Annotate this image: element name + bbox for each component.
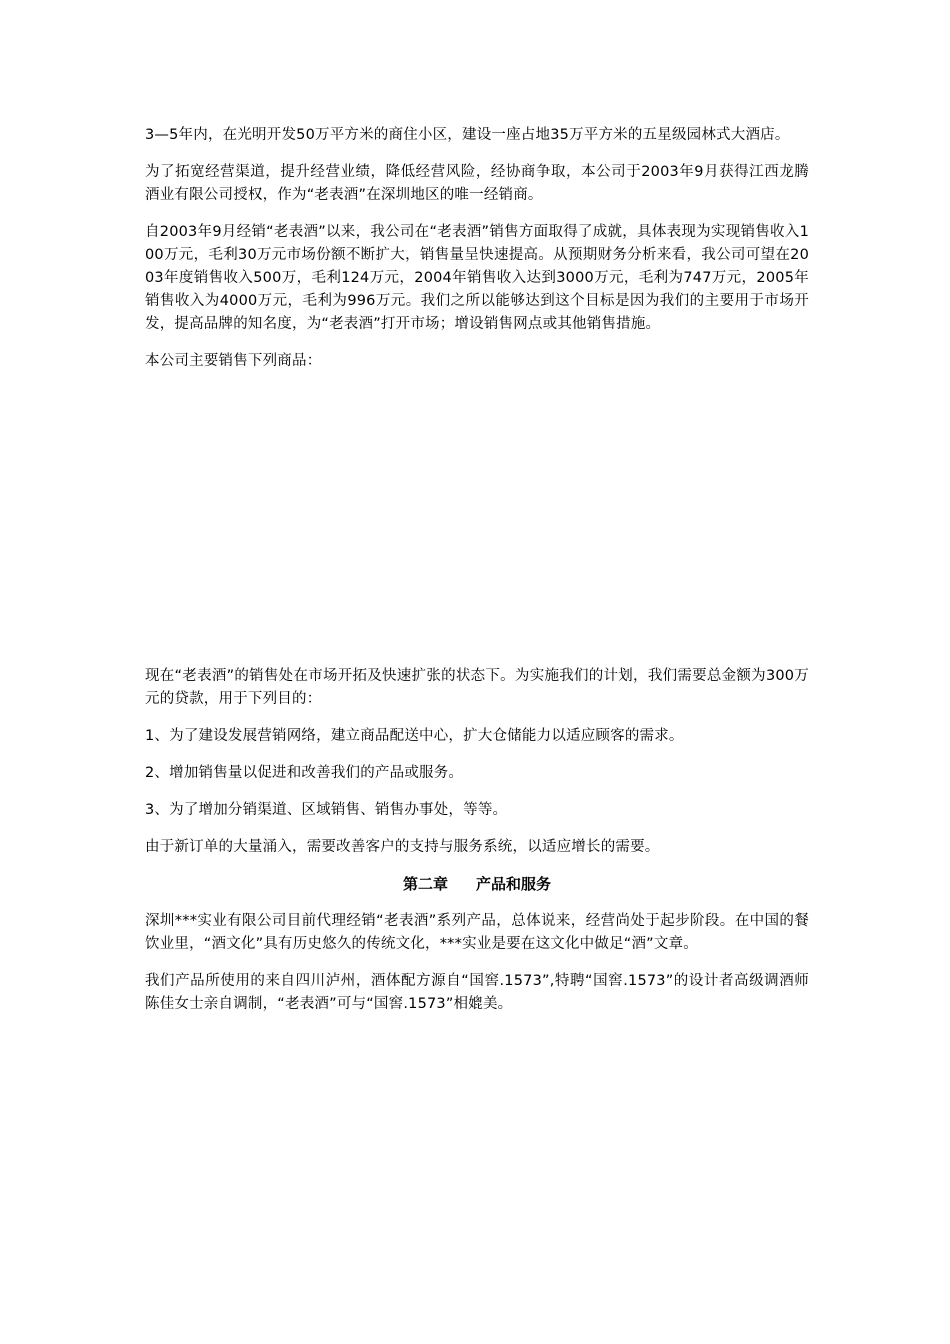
paragraph-authorization: 为了拓宽经营渠道，提升经营业绩，降低经营风险，经协商争取，本公司于2003年9月获得江西龙腾酒业有限公司授权，作为“老表酒”在深圳地区的唯一经销商。 xyxy=(145,164,809,203)
chapter-heading xyxy=(145,873,809,896)
product-image-placeholder xyxy=(145,373,809,665)
chapter-number: 第二章 xyxy=(402,875,448,893)
list-item-purpose-2: 2、增加销售量以促进和改善我们的产品或服务。 xyxy=(145,765,464,781)
paragraph-sales-performance: 自2003年9月经销“老表酒”以来，我公司在“老表酒”销售方面取得了成就，具体表现为实现销售收入100万元，毛利30万元市场份额不断扩大，销售量呈快速提高。从预期财务分析来看，我公司可望在2003年度销售收入500万，毛利124万元，2004年销售收入达到3000万元，毛利为747万元，2005年销售收入为4000万元，毛利为996万元。我们之所以能够达到这个目标是因为我们的主要用于市场开发，提高品牌的知名度，为“老表酒”打开市场；增设销售网点或其他销售措施。 xyxy=(145,224,809,332)
paragraph-product-origin: 我们产品所使用的来自四川泸州，酒体配方源自“国窖.1573”,特聘“国窖.1573”的设计者高级调酒师陈佳女士亲自调制，“老表酒”可与“国窖.1573”相媲美。 xyxy=(145,973,809,1012)
list-item-purpose-1: 1、为了建设发展营销网络，建立商品配送中心，扩大仓储能力以适应顾客的需求。 xyxy=(145,728,684,744)
paragraph-loan-request: 现在“老表酒”的销售处在市场开拓及快速扩张的状态下。为实施我们的计划，我们需要总金额为300万元的贷款，用于下列目的： xyxy=(145,668,809,707)
paragraph-company-overview: 深圳***实业有限公司目前代理经销“老表酒”系列产品，总体说来，经营尚处于起步阶段。在中国的餐饮业里，“酒文化”具有历史悠久的传统文化，***实业是要在这文化中做足“酒”文章。 xyxy=(145,913,809,952)
document-body xyxy=(145,124,809,1016)
list-item-purpose-3: 3、为了增加分销渠道、区域销售、销售办事处，等等。 xyxy=(145,802,508,818)
paragraph-service-system: 由于新订单的大量涌入，需要改善客户的支持与服务系统，以适应增长的需要。 xyxy=(145,839,660,855)
paragraph-products-intro: 本公司主要销售下列商品： xyxy=(145,353,322,369)
paragraph-development-plan: 3—5年内，在光明开发50万平方米的商住小区，建设一座占地35万平方米的五星级园林式大酒店。 xyxy=(145,127,790,143)
chapter-title: 产品和服务 xyxy=(476,875,552,893)
